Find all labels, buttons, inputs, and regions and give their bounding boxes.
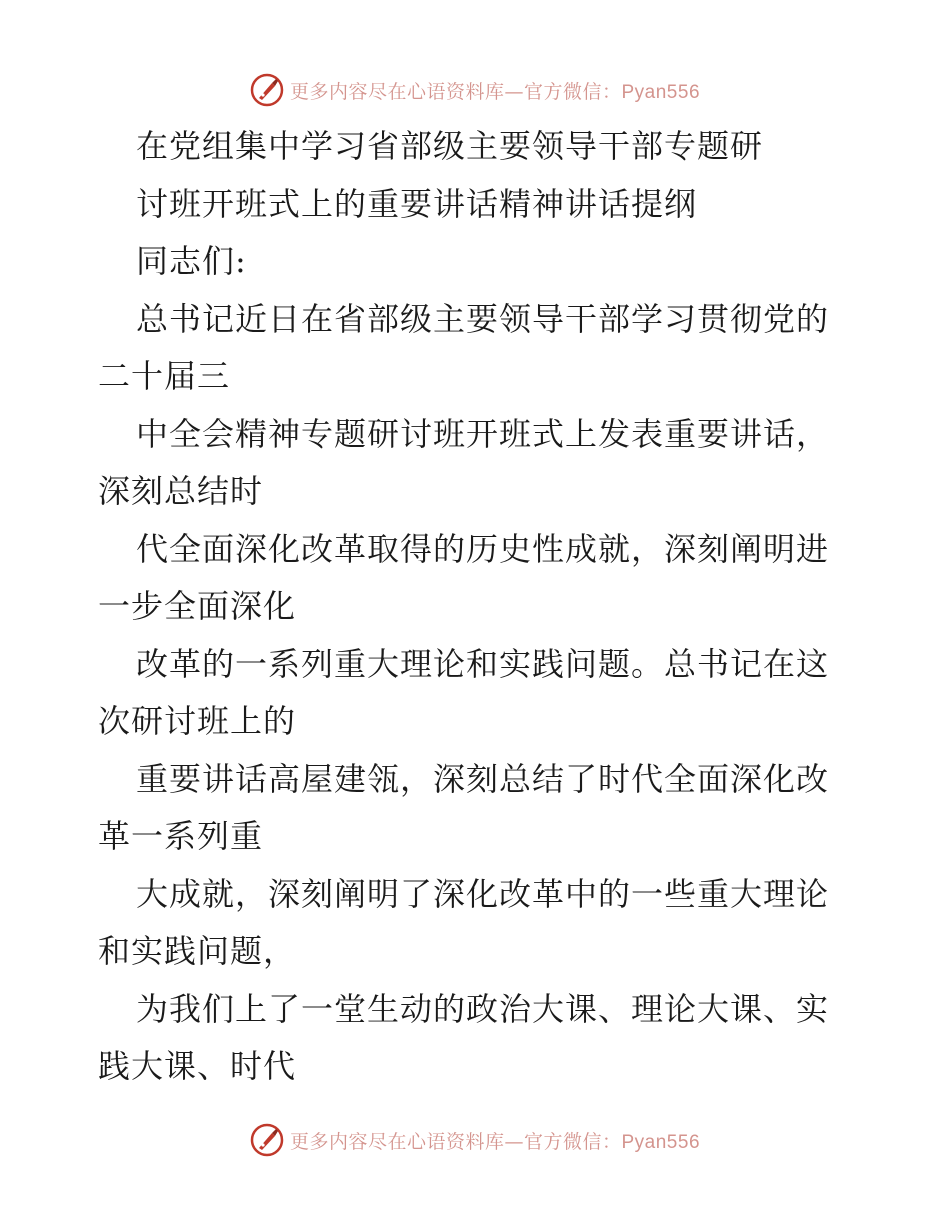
fountain-pen-logo-icon	[250, 1123, 284, 1157]
document-line: 讨班开班式上的重要讲话精神讲话提纲	[136, 184, 698, 223]
document-line: 同志们:	[136, 242, 247, 280]
document-line: 践大课、时代	[98, 1047, 297, 1085]
document-line: 一步全面深化	[98, 587, 297, 625]
document-line: 代全面深化改革取得的历史性成就，深刻阐明进	[136, 529, 830, 568]
header-banner	[0, 70, 950, 110]
fountain-pen-logo-icon	[250, 73, 284, 107]
footer-banner-text: 更多内容尽在心语资料库—官方微信：Pyan556	[289, 1130, 701, 1153]
document-line: 为我们上了一堂生动的政治大课、理论大课、实	[136, 989, 830, 1028]
footer-banner	[0, 1120, 950, 1160]
document-line: 次研讨班上的	[98, 702, 297, 740]
document-line: 中全会精神专题研讨班开班式上发表重要讲话，	[136, 414, 830, 453]
document-line: 深刻总结时	[98, 472, 264, 510]
document-line: 革一系列重	[98, 817, 264, 855]
document-line: 大成就，深刻阐明了深化改革中的一些重大理论	[136, 874, 830, 913]
document-line: 和实践问题，	[98, 932, 297, 970]
document-line: 在党组集中学习省部级主要领导干部专题研	[136, 127, 764, 165]
document-line: 重要讲话高屋建瓴，深刻总结了时代全面深化改	[136, 759, 830, 798]
document-line: 改革的一系列重大理论和实践问题。总书记在这	[136, 644, 830, 683]
document-line: 总书记近日在省部级主要领导干部学习贯彻党的	[136, 299, 830, 338]
document-body	[98, 118, 868, 1096]
header-banner-text: 更多内容尽在心语资料库—官方微信：Pyan556	[289, 80, 701, 103]
document-line: 二十届三	[98, 357, 231, 395]
